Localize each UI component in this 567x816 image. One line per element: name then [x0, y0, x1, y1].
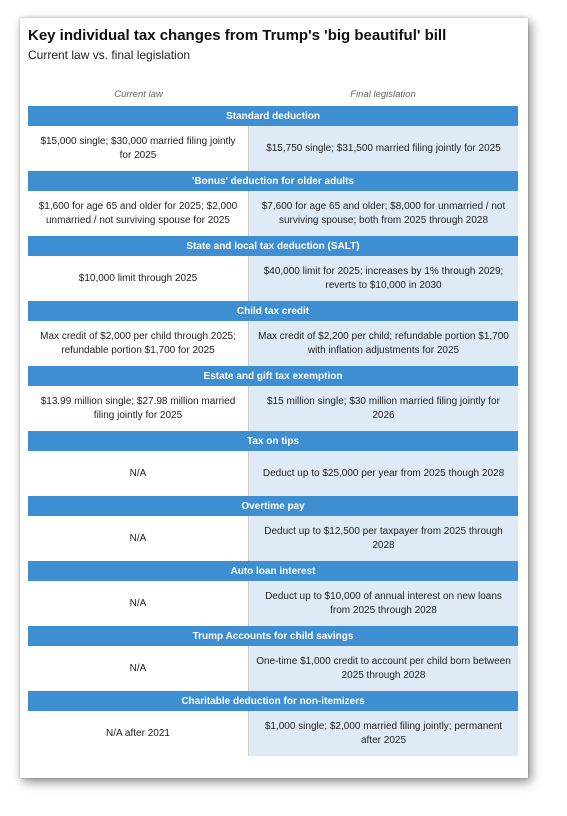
section-salt — [28, 236, 518, 301]
section-heading: 'Bonus' deduction for older adults — [28, 171, 518, 191]
final-legislation-cell: Deduct up to $10,000 of annual interest on new loans from 2025 through 2028 — [249, 581, 518, 626]
page-subtitle: Current law vs. final legislation — [28, 48, 191, 62]
current-law-cell: N/A after 2021 — [28, 711, 249, 756]
table-row — [28, 386, 518, 431]
table-row — [28, 646, 518, 691]
table-row — [28, 581, 518, 626]
final-legislation-cell: Deduct up to $25,000 per year from 2025 though 2028 — [249, 451, 518, 496]
table-row — [28, 451, 518, 496]
final-legislation-cell: Max credit of $2,200 per child; refundable portion $1,700 with inflation adjustments for 2025 — [249, 321, 518, 366]
section-heading: Overtime pay — [28, 496, 518, 516]
section-heading: Child tax credit — [28, 301, 518, 321]
current-law-cell: N/A — [28, 516, 249, 561]
table-row — [28, 321, 518, 366]
table-row — [28, 516, 518, 561]
final-legislation-cell: $1,000 single; $2,000 married filing jointly; permanent after 2025 — [249, 711, 518, 756]
current-law-cell: Max credit of $2,000 per child through 2025; refundable portion $1,700 for 2025 — [28, 321, 249, 366]
final-legislation-cell: Deduct up to $12,500 per taxpayer from 2025 through 2028 — [249, 516, 518, 561]
section-child-tax-credit — [28, 301, 518, 366]
section-trump-accounts — [28, 626, 518, 691]
table-row — [28, 711, 518, 756]
section-charitable-deduction — [28, 691, 518, 756]
comparison-table — [28, 106, 518, 756]
final-legislation-cell: $15,750 single; $31,500 married filing jointly for 2025 — [249, 126, 518, 171]
current-law-cell: $15,000 single; $30,000 married filing jointly for 2025 — [28, 126, 249, 171]
column-header-final-legislation: Final legislation — [350, 89, 416, 100]
column-header-current-law: Current law — [114, 89, 163, 100]
section-tax-on-tips — [28, 431, 518, 496]
table-row — [28, 191, 518, 236]
section-heading: Auto loan interest — [28, 561, 518, 581]
final-legislation-cell: $15 million single; $30 million married filing jointly for 2026 — [249, 386, 518, 431]
current-law-cell: N/A — [28, 646, 249, 691]
current-law-cell: N/A — [28, 581, 249, 626]
section-heading: Charitable deduction for non-itemizers — [28, 691, 518, 711]
table-row — [28, 126, 518, 171]
section-heading: State and local tax deduction (SALT) — [28, 236, 518, 256]
section-heading: Tax on tips — [28, 431, 518, 451]
section-standard-deduction — [28, 106, 518, 171]
final-legislation-cell: $7,600 for age 65 and older; $8,000 for unmarried / not surviving spouse; both from 2025 through 2028 — [249, 191, 518, 236]
tax-changes-card — [20, 18, 528, 778]
section-auto-loan-interest — [28, 561, 518, 626]
section-heading: Trump Accounts for child savings — [28, 626, 518, 646]
table-row — [28, 256, 518, 301]
section-estate-gift-tax — [28, 366, 518, 431]
final-legislation-cell: One-time $1,000 credit to account per child born between 2025 through 2028 — [249, 646, 518, 691]
section-bonus-deduction — [28, 171, 518, 236]
section-heading: Standard deduction — [28, 106, 518, 126]
final-legislation-cell: $40,000 limit for 2025; increases by 1% through 2029; reverts to $10,000 in 2030 — [249, 256, 518, 301]
section-heading: Estate and gift tax exemption — [28, 366, 518, 386]
section-overtime-pay — [28, 496, 518, 561]
current-law-cell: $13.99 million single; $27.98 million married filing jointly for 2025 — [28, 386, 249, 431]
current-law-cell: $1,600 for age 65 and older for 2025; $2,000 unmarried / not surviving spouse for 2025 — [28, 191, 249, 236]
current-law-cell: $10,000 limit through 2025 — [28, 256, 249, 301]
page-title: Key individual tax changes from Trump's 'big beautiful' bill — [28, 27, 447, 44]
current-law-cell: N/A — [28, 451, 249, 496]
